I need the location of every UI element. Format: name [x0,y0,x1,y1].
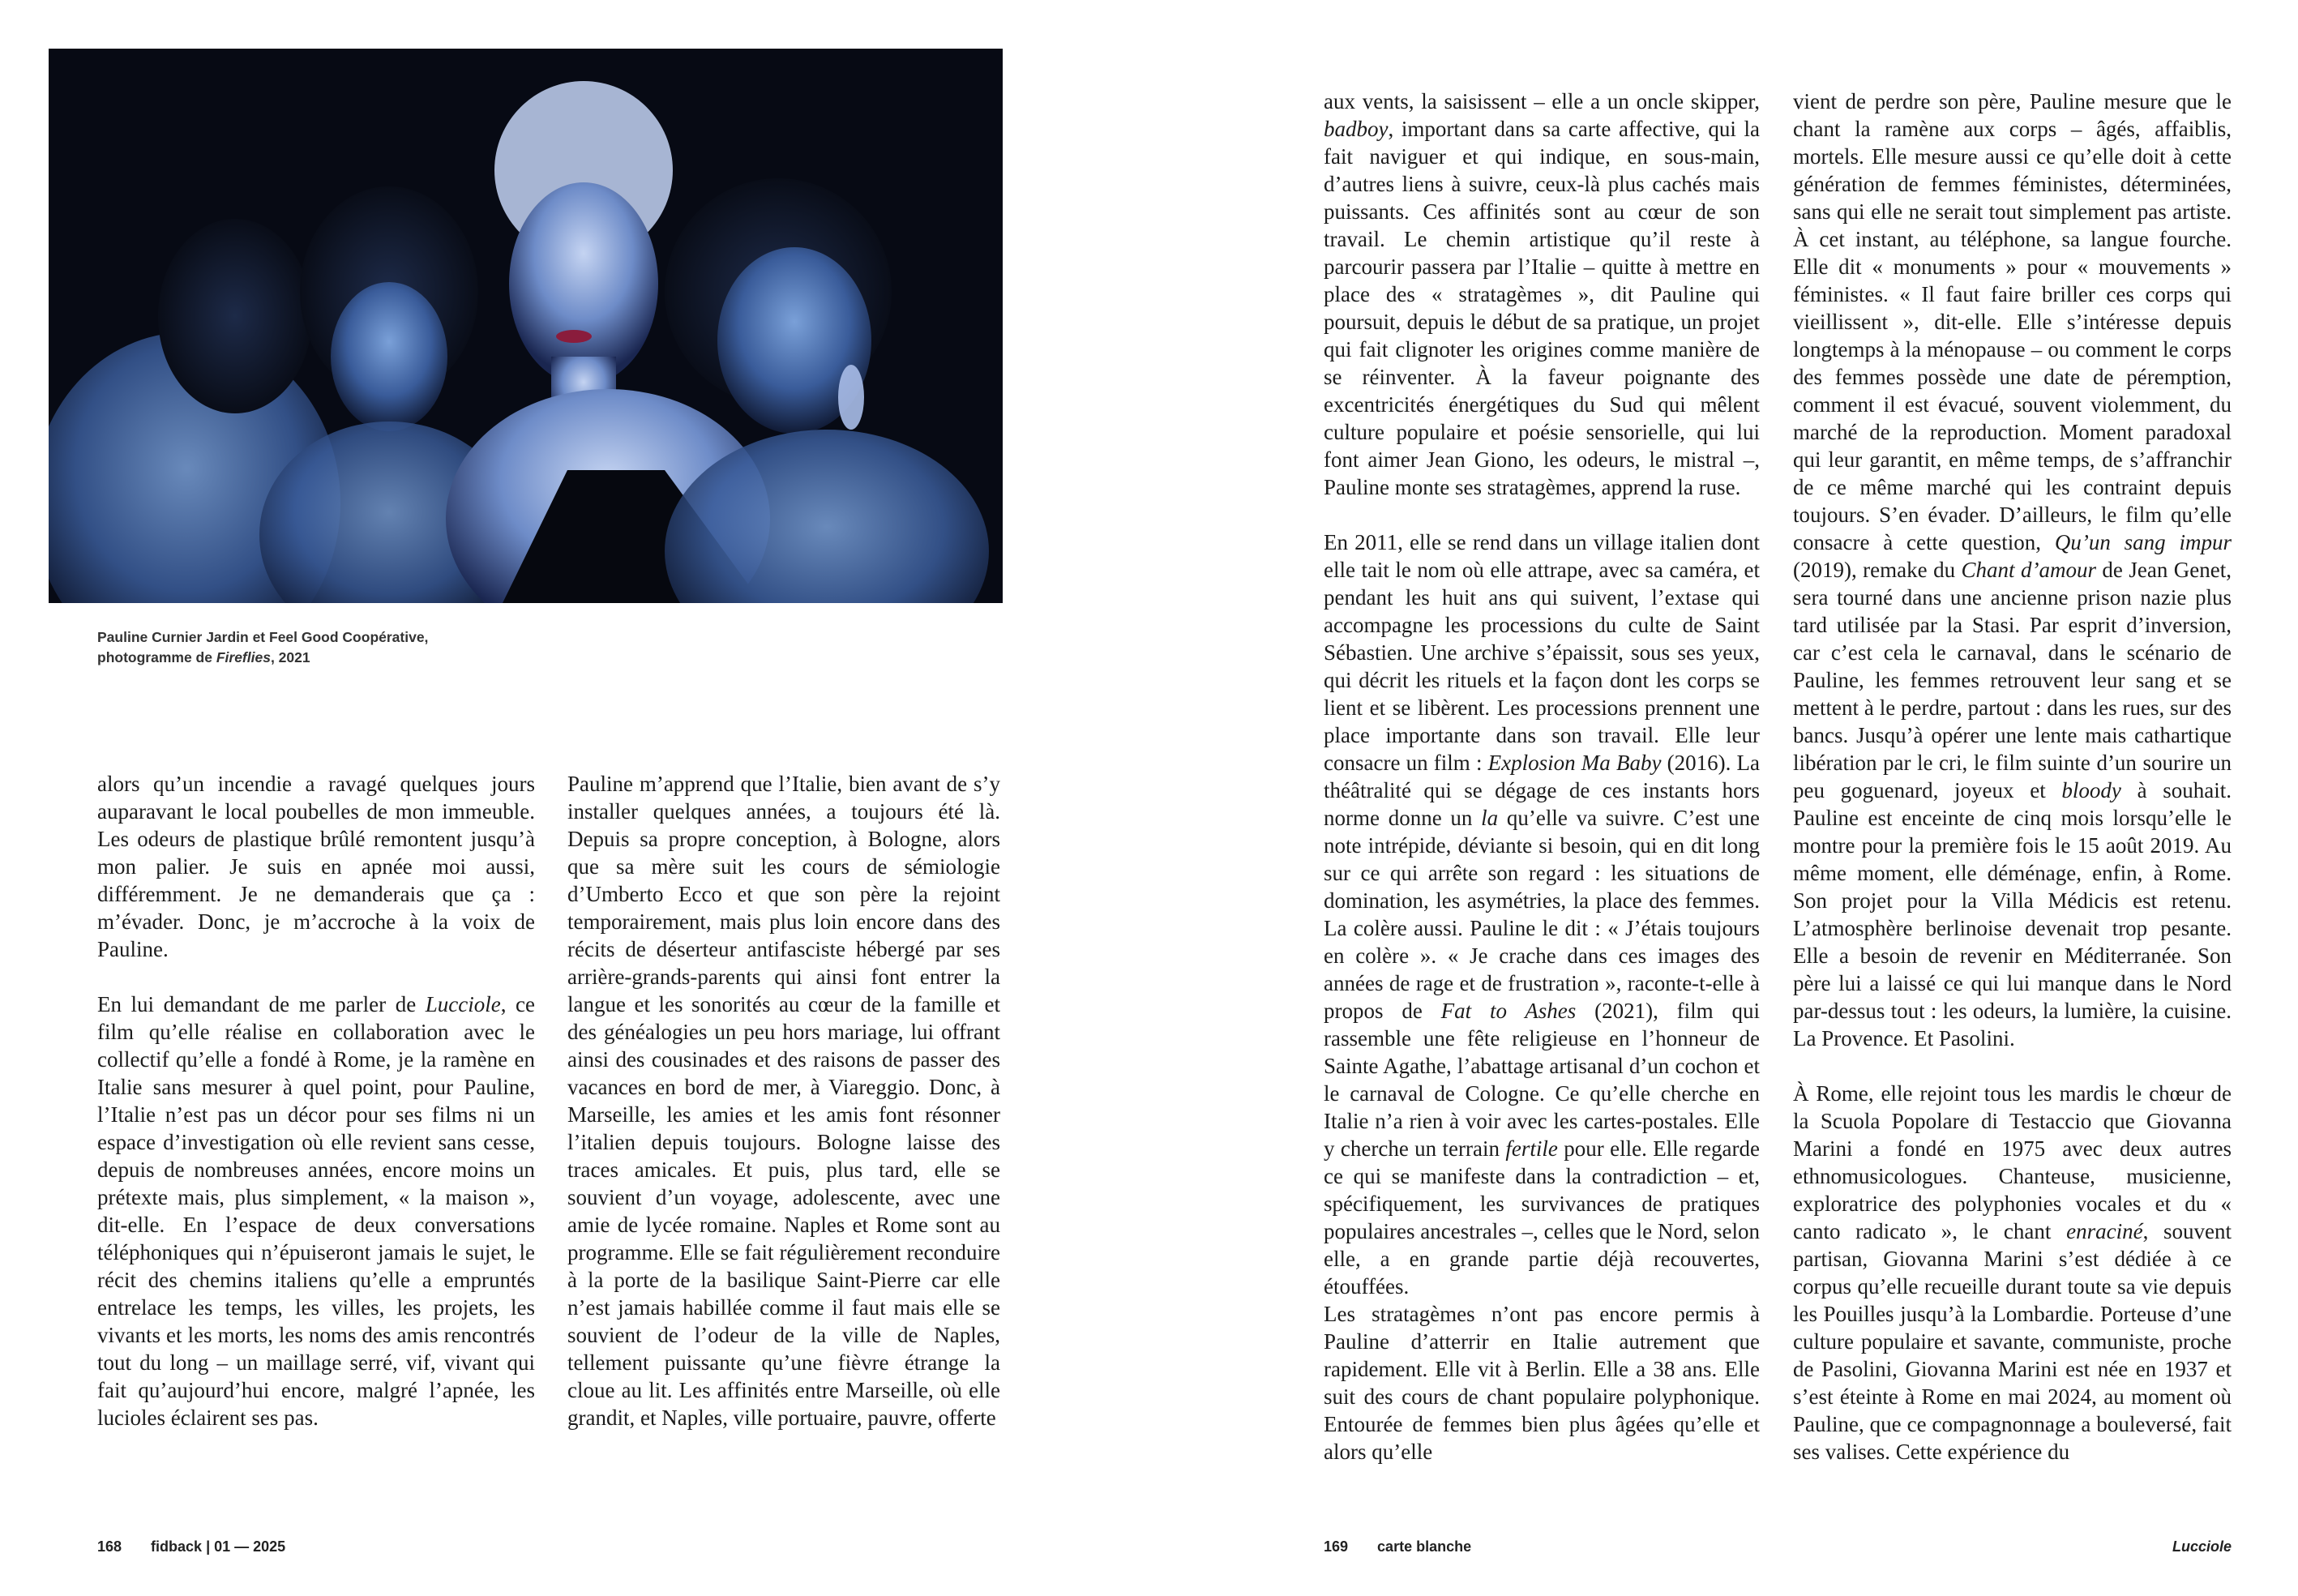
section-title: carte blanche [1377,1538,1472,1555]
paragraph: En lui demandant de me parler de Lucciole, ce film qu’elle réalise en collaboration avec le collectif qu’elle a fondé à Rome, je la ramène en Italie sans mesurer à quel point, pour Pauline, l’Italie n’est pas un décor pour ses films ni un espace d’investigation où elle revient sans cesse, depuis de nombreuses années, encore moins un prétexte mais, plus simplement, « la maison », dit-elle. En l’espace de deux conversations téléphoniques qui n’épuiseront jamais le sujet, le récit des chemins italiens qu’elle a empruntés entrelace les temps, les villes, les projets, les vivants et les morts, les noms des amis rencontrés tout du long – un maillage serré, vif, vivant qui fait qu’aujourd’hui encore, malgré l’apnée, les lucioles éclairent ses pas. [97,992,536,1430]
paragraph: Pauline m’apprend que l’Italie, bien avant de s’y installer quelques années, a toujours été là. Depuis sa propre conception, à Bologne, alors que sa mère suit les cours de sémiologie d’Umberto Ecco et que son père la rejoint temporairement, mais plus loin encore dans des récits de déserteur antifasciste hébergé par ses arrière-grands-parents qui ainsi font entrer la langue et les sonorités au cœur de la famille et des généalogies un peu hors mariage, lui offrant ainsi des cousinades et des raisons de passer des vacances en bord de mer, à Viareggio. Donc, à Marseille, les amies et les amis font résonner l’italien depuis toujours. Bologne laisse des traces amicales. Et puis, plus tard, elle se souvient d’un voyage, adolescente, avec une amie de lycée romaine. Naples et Rome sont au programme. Elle se fait régulièrement reconduire à la porte de la basilique Saint-Pierre car elle n’est jamais habillée comme il faut mais elle se souvient de l’odeur de la ville de Naples, tellement puissante qu’une fièvre étrange la cloue au lit. Les affinités entre Marseille, où elle grandit, et Naples, ville portuaire, pauvre, offerte [567,772,1000,1430]
film-still-photo [49,49,1003,603]
caption-line-1: Pauline Curnier Jardin et Feel Good Coopérative, [97,629,429,645]
page-number-left: 168 [97,1538,122,1555]
paragraph: vient de perdre son père, Pauline mesure que le chant la ramène aux corps – âgés, affaiblis, mortels. Elle mesure aussi ce qu’elle doit à cette génération de femmes féministes, déterminées, sans qui elle ne serait tout simplement pas artiste. À cet instant, au téléphone, sa langue fourche. Elle dit « monuments » pour « mouvements » féministes. « Il faut faire briller ces corps qui vieillissent », dit-elle. Elle s’intéresse depuis longtemps à la ménopause – ou comment le corps des femmes possède une date de péremption, comment il est évacué, souvent violemment, du marché de la reproduction. Moment paradoxal qui leur garantit, en même temps, de s’affranchir de ce même marché qui les contraint depuis toujours. S’en évader. D’ailleurs, le film qu’elle consacre à cette question, Qu’un sang impur (2019), remake du Chant d’amour de Jean Genet, sera tourné dans une ancienne prison nazie plus tard utilisée par la Stasi. Par esprit d’inversion, car c’est cela le carnaval, dans le scénario de Pauline, les femmes retrouvent leur sang et se mettent à le perdre, partout : dans les rues, sur des bancs. Jusqu’à opérer une lente mais cathartique libération par le cri, le film suinte d’un sourire un peu goguenard, joyeux et bloody à souhait. Pauline est enceinte de cinq mois lorsqu’elle le montre pour la première fois le 15 août 2019. Au même moment, elle déménage, enfin, à Rome. Son projet pour la Villa Médicis est retenu. L’atmosphère berlinoise devenait trop pesante. Elle a besoin de revenir en Méditerranée. Son père lui a laissé ce qui lui manque dans le Nord par-dessus tout : les odeurs, la lumière, la cuisine. La Provence. Et Pasolini. [1793,89,2232,1050]
footer-right-section [1324,1538,1471,1555]
caption-film-title: Fireflies [216,649,271,665]
text-column-2 [567,770,1000,1431]
paragraph: aux vents, la saisissent – elle a un oncle skipper, badboy, important dans sa carte affective, qui la fait naviguer et qui indique, en sous-main, d’autres liens à suivre, ceux-là plus cachés mais puissants. Ces affinités sont au cœur de son travail. Le chemin artistique qu’il reste à parcourir passera par l’Italie – quitte à mettre en place des « stratagèmes », dit Pauline qui poursuit, depuis le début de sa pratique, un projet qui fait clignoter les origines comme manière de se réinventer. À la faveur poignante des excentricités énergétiques du Sud qui mêlent culture populaire et poésie sensorielle, qui lui font aimer Jean Giono, les odeurs, le mistral –, Pauline monte ses stratagèmes, apprend la ruse. [1324,89,1760,499]
photo-caption [97,627,551,668]
page-number-right: 169 [1324,1538,1349,1555]
footer-left [97,1538,285,1555]
article-title: Lucciole [2172,1538,2232,1555]
caption-line-2: photogramme de Fireflies, 2021 [97,649,310,665]
film-still-illustration [49,49,1003,603]
paragraph: Les stratagèmes n’ont pas encore permis à Pauline d’atterrir en Italie autrement que rapidement. Elle vit à Berlin. Elle a 38 ans. Elle suit des cours de chant populaire polyphonique. Entourée de femmes bien plus âgées qu’elle et alors qu’elle [1324,1302,1760,1464]
magazine-title: fidback | 01 — 2025 [151,1538,286,1555]
text-column-4 [1793,88,2232,1465]
paragraph: En 2011, elle se rend dans un village italien dont elle tait le nom où elle attrape, avec sa caméra, et pendant les huit ans qui suivent, l’extase qui accompagne les processions du culte de Saint Sébastien. Une archive s’épaissit, sous ses yeux, qui décrit les rituels et la façon dont les corps se lient et se libèrent. Les processions prennent une place importante dans son travail. Elle leur consacre un film : Explosion Ma Baby (2016). La théâtralité qui se dégage de ces instants hors norme donne un la qu’elle va suivre. C’est une note intrépide, déviante si besoin, qui en dit long sur ce qui arrête son regard : les situations de domination, les asymétries, la place des femmes. La colère aussi. Pauline le dit : « J’étais toujours en colère ». « Je crache dans ces images des années de rage et de frustration », raconte-t-elle à propos de Fat to Ashes (2021), film qui rassemble une fête religieuse en l’honneur de Sainte Agathe, l’abattage artisanal d’un cochon et le carnaval de Cologne. Ce qu’elle cherche en Italie n’a rien à voir avec les cartes-postales. Elle y cherche un terrain fertile pour elle. Elle regarde ce qui se manifeste dans la contradiction – et, spécifiquement, les survivances de pratiques populaires ancestrales –, celles que le Nord, selon elle, a en grande partie déjà recouvertes, étouffées. [1324,530,1761,1299]
text-column-3 [1324,88,1760,1465]
paragraph: À Rome, elle rejoint tous les mardis le chœur de la Scuola Popolare di Testaccio que Giovanna Marini a fondé en 1975 avec deux autres ethnomusicologues. Chanteuse, musicienne, exploratrice des polyphonies vocales et du « canto radicato », le chant enraciné, souvent partisan, Giovanna Marini s’est dédiée à ce corpus qu’elle recueille durant toute sa vie depuis les Pouilles jusqu’à la Lombardie. Porteuse d’une culture populaire et savante, communiste, proche de Pasolini, Giovanna Marini est née en 1937 et s’est éteinte à Rome en mai 2024, au moment où Pauline, que ce compagnonnage a bouleversé, fait ses valises. Cette expérience du [1793,1081,2232,1464]
paragraph: alors qu’un incendie a ravagé quelques jours auparavant le local poubelles de mon immeuble. Les odeurs de plastique brûlé remontent jusqu’à mon palier. Je suis en apnée moi aussi, différemment. Je ne demanderais que ça : m’évader. Donc, je m’accroche à la voix de Pauline. [97,772,535,961]
text-column-1 [97,770,535,1431]
